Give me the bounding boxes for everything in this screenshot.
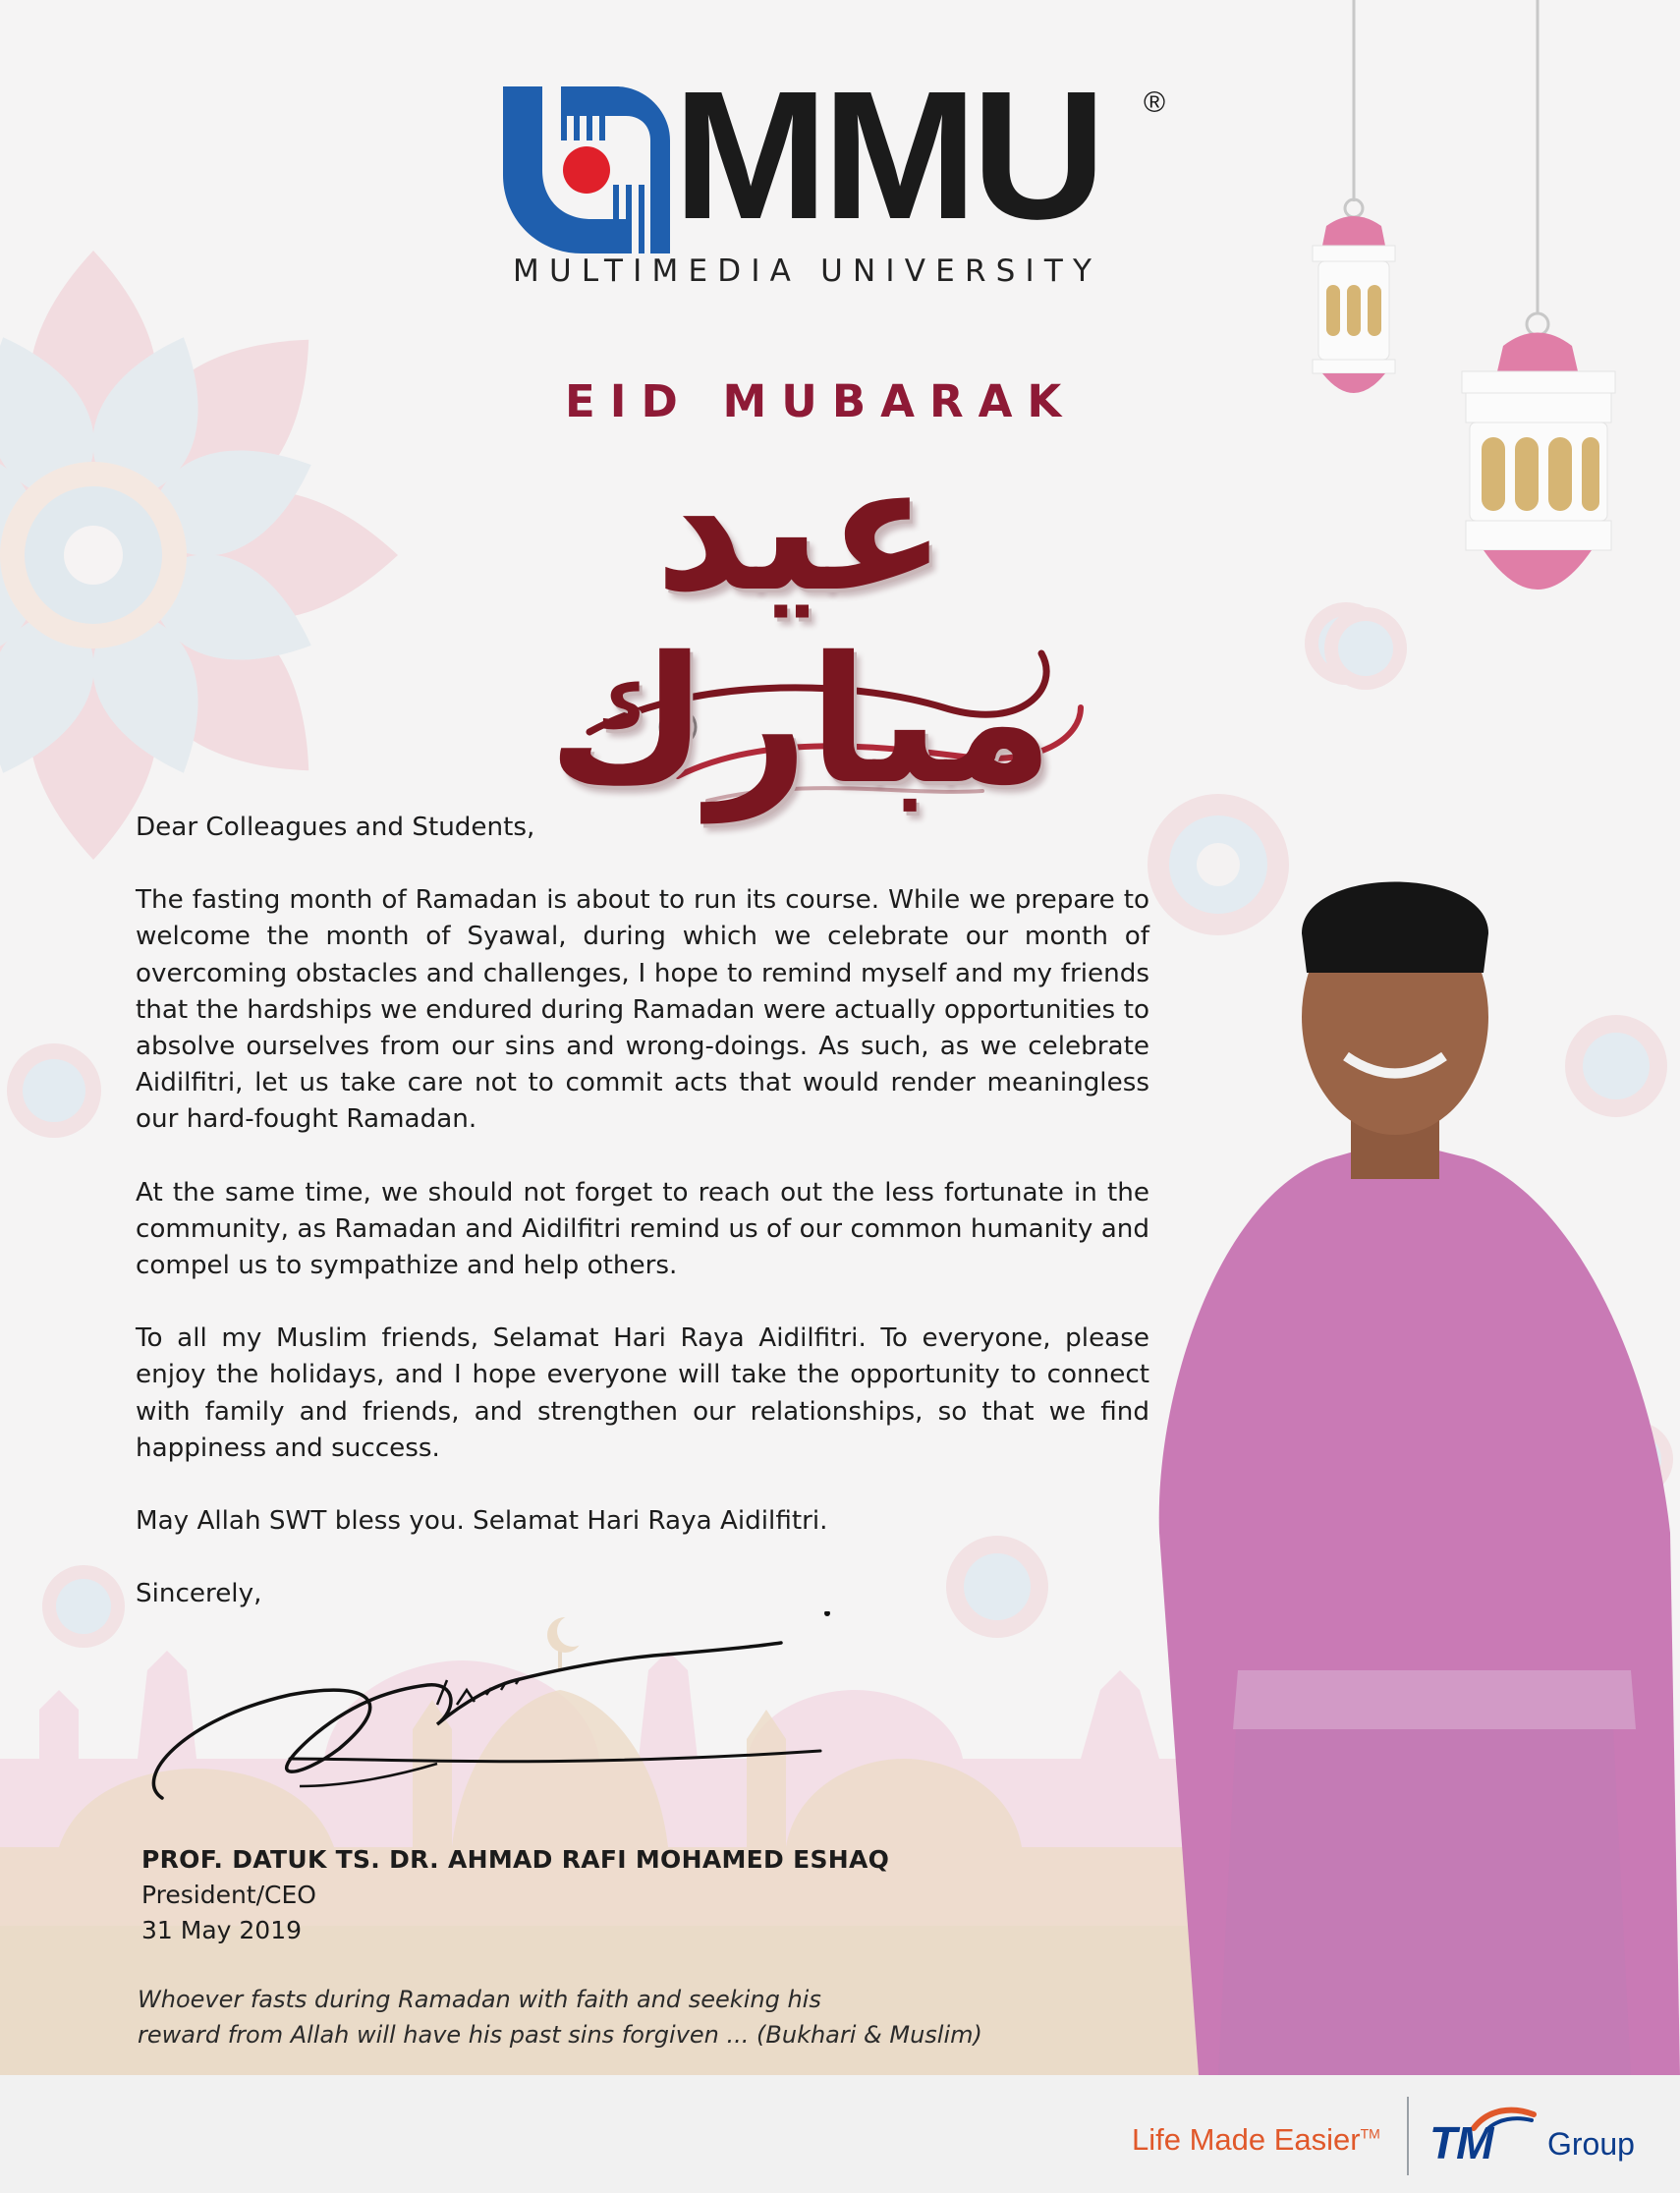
signatory-title: President/CEO (141, 1881, 316, 1909)
tagline-text: Life Made Easier (1132, 2122, 1361, 2157)
logo-letters: MMU (673, 54, 1100, 257)
letter-greeting: Dear Colleagues and Students, (136, 813, 535, 842)
lantern-icon (1462, 0, 1615, 590)
letter-paragraph: At the same time, we should not forget to reach out the less fortunate in the community, as Ramadan and Aidilfitri remind us of our common humanity and compel us to sympathize and help others. (136, 1177, 1149, 1281)
mmu-logo (503, 54, 1181, 293)
eid-mubarak-arabic: عيد مبارك (547, 426, 1054, 822)
footer-divider (1407, 2097, 1409, 2175)
letter-paragraph: To all my Muslim friends, Selamat Hari Raya Aidilfitri. To everyone, please enjoy the holidays, and I hope everyone will take the opportunity to connect with family and friends, and strengthen our relationships, so that we find happiness and success. (136, 1323, 1149, 1463)
eid-mubarak-title: EID MUBARAK (565, 375, 1077, 427)
letter-paragraph: May Allah SWT bless you. Selamat Hari Raya Aidilfitri. (136, 1506, 828, 1537)
floral-mandala-icon (0, 251, 398, 860)
signatory-block (141, 1842, 889, 1948)
footer-bar (0, 2075, 1680, 2193)
hadith-quote (138, 1982, 982, 2052)
tm-group-text: Group (1547, 2126, 1635, 2162)
tm-tagline (1132, 2122, 1380, 2158)
tm-brand-text: TM (1429, 2117, 1493, 2168)
mmu-logo-mark-icon (503, 86, 670, 253)
president-portrait (1100, 845, 1680, 2075)
quote-line: Whoever fasts during Ramadan with faith and seeking his (138, 1986, 821, 2013)
signature-icon (142, 1611, 850, 1808)
letter-date: 31 May 2019 (141, 1916, 303, 1944)
signatory-name: PROF. DATUK TS. DR. AHMAD RAFI MOHAMED ESHAQ (141, 1845, 890, 1874)
trademark-mark: TM (1360, 2125, 1380, 2142)
logo-subtitle: MULTIMEDIA UNIVERSITY (513, 253, 1102, 289)
lantern-icon (1313, 0, 1395, 393)
quote-line: reward from Allah will have his past sins forgiven ... (Bukhari & Muslim) (138, 2021, 982, 2049)
letter-body (136, 810, 1149, 1649)
tm-group-logo (1429, 2105, 1665, 2173)
registered-mark: ® (1144, 86, 1166, 119)
letter-paragraph: The fasting month of Ramadan is about to run its course. While we prepare to welcome the month of Syawal, during which we celebrate our month of overcoming obstacles and challenges, I hope to remind myself and my friends that the hardships we endured during Ramadan were actually opportunities to absolve ourselves from our sins and wrong-doings. As such, as we celebrate Aidilfitri, let us take care not to commit acts that would render meaningless our hard-fought Ramadan. (136, 885, 1149, 1135)
letter-closing: Sincerely, (136, 1579, 262, 1609)
